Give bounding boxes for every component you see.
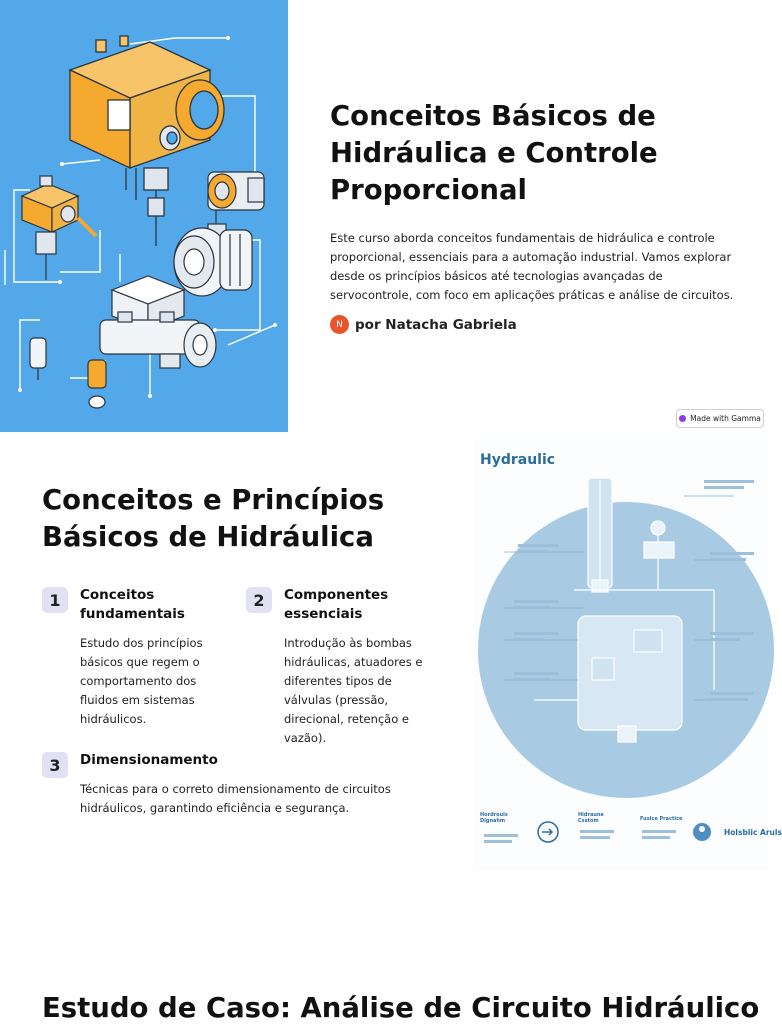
item-description: Estudo dos princípios básicos que regem o comportamento dos fluidos em sistemas hidráulicos. bbox=[80, 636, 203, 726]
item-number-badge: 1 bbox=[42, 587, 68, 613]
item-title: Dimensionamento bbox=[80, 752, 218, 768]
poster-title: Hydraulic bbox=[480, 452, 556, 468]
hydraulic-diagram-poster bbox=[474, 440, 782, 870]
poster-footer-label: Holsblic Aruls bbox=[724, 828, 782, 837]
slide-description: Este curso aborda conceitos fundamentais de hidráulica e controle proporcional, essenciais para a automação industrial. Vamos explorar desde os princípios básicos até tecnologias avançadas de servocontrole, com foco em aplicações práticas e análise de circuitos. bbox=[330, 231, 734, 302]
item-number-badge: 2 bbox=[246, 587, 272, 613]
item-number-badge: 3 bbox=[42, 752, 68, 778]
title-slide bbox=[0, 0, 768, 432]
badge-label: Made with Gamma bbox=[690, 414, 761, 423]
slide-title: Conceitos Básicos de Hidráulica e Controle Proporcional bbox=[330, 100, 658, 206]
poster-footer-label: Fuslce Practice bbox=[640, 816, 683, 822]
made-with-gamma-badge[interactable] bbox=[676, 409, 764, 428]
author-name: por Natacha Gabriela bbox=[355, 316, 517, 333]
section-title: Conceitos e Princípios Básicos de Hidráulica bbox=[42, 484, 385, 553]
item-description: Introdução às bombas hidráulicas, atuadores e diferentes tipos de válvulas (pressão, direcional, retenção e vazão). bbox=[284, 636, 423, 745]
author-byline bbox=[330, 315, 517, 334]
author-avatar: N bbox=[330, 315, 349, 334]
poster-footer-label: Hidraune Csstom bbox=[578, 812, 604, 824]
poster-footer-label: Hordrouls Dignahm bbox=[480, 812, 508, 824]
gamma-logo-icon bbox=[679, 415, 686, 422]
item-description: Técnicas para o correto dimensionamento de circuitos hidráulicos, garantindo eficiência e segurança. bbox=[80, 782, 391, 815]
item-title: Conceitos fundamentais bbox=[80, 587, 185, 622]
case-study-title: Estudo de Caso: Análise de Circuito Hidráulico bbox=[42, 992, 760, 1024]
item-title: Componentes essenciais bbox=[284, 587, 389, 622]
hydraulic-components-illustration bbox=[0, 0, 288, 432]
